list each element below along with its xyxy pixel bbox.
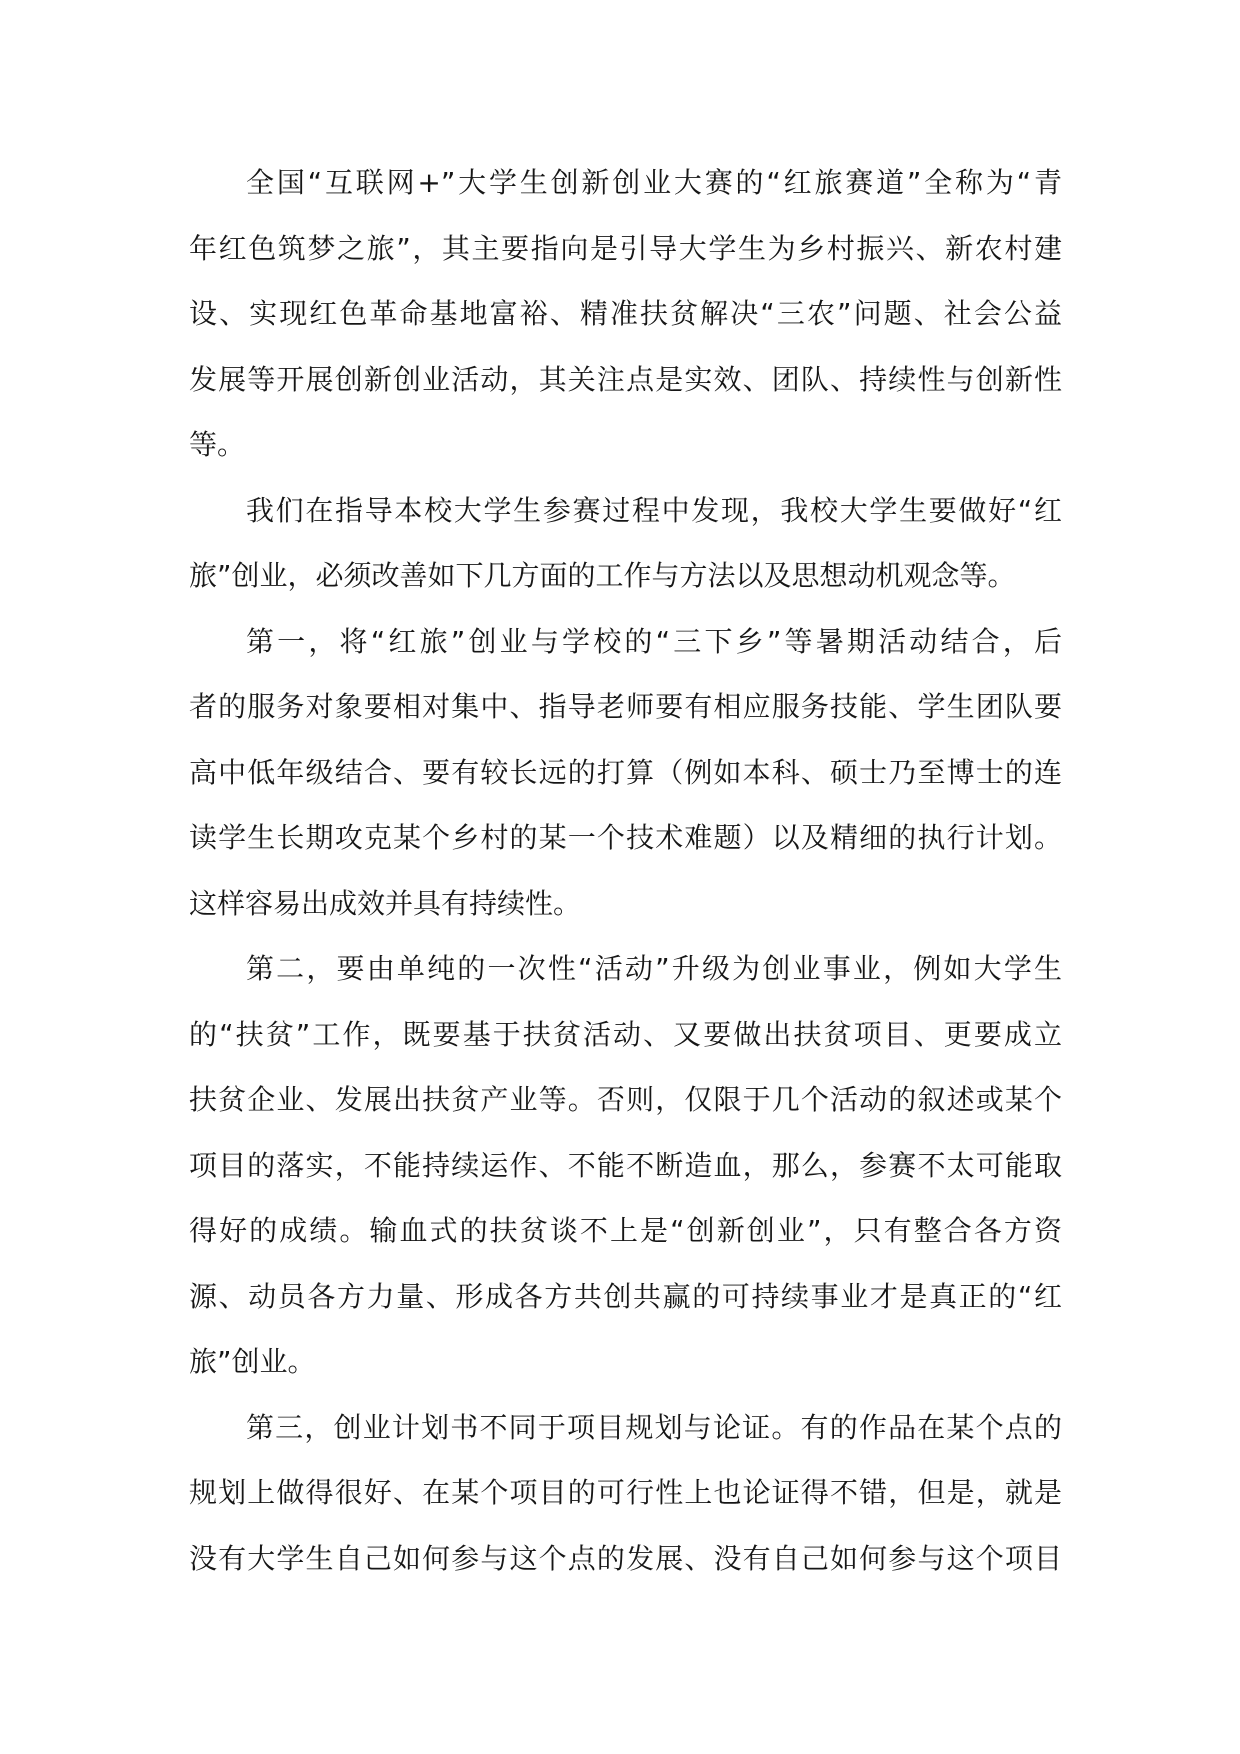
text-line: 旅”创业，必须改善如下几方面的工作与方法以及思想动机观念等。: [189, 559, 1016, 592]
text-line: 旅”创业。: [189, 1345, 316, 1378]
text-line: 第二，要由单纯的一次性“活动”升级为创业事业，例如大学生: [246, 952, 1062, 985]
text-line: 高中低年级结合、要有较长远的打算（例如本科、硕士乃至博士的连: [189, 755, 1062, 789]
paragraph-5: [189, 1395, 1062, 1592]
paragraph-3: [189, 609, 1062, 937]
text-line: 读学生长期攻克某个乡村的某一个技术难题）以及精细的执行计划。: [189, 821, 1062, 854]
text-line: 这样容易出成效并具有持续性。: [189, 886, 582, 920]
text-line: 全国“互联网+”大学生创新创业大赛的“红旅赛道”全称为“青: [246, 166, 1062, 199]
text-line: 者的服务对象要相对集中、指导老师要有相应服务技能、学生团队要: [189, 690, 1062, 723]
paragraph-1: [189, 150, 1062, 478]
text-line: 规划上做得很好、在某个项目的可行性上也论证得不错，但是，就是: [189, 1476, 1062, 1509]
paragraph-4: [189, 936, 1062, 1395]
text-line: 源、动员各方力量、形成各方共创共赢的可持续事业才是真正的“红: [189, 1279, 1062, 1313]
text-line: 没有大学生自己如何参与这个点的发展、没有自己如何参与这个项目: [189, 1541, 1062, 1575]
text-line: 发展等开展创新创业活动，其关注点是实效、团队、持续性与创新性: [189, 362, 1062, 396]
text-line: 项目的落实，不能持续运作、不能不断造血，那么，参赛不太可能取: [189, 1148, 1062, 1182]
paragraph-2: [189, 478, 1062, 609]
text-line: 年红色筑梦之旅”，其主要指向是引导大学生为乡村振兴、新农村建: [189, 231, 1062, 265]
text-line: 等。: [189, 428, 246, 461]
text-line: 扶贫企业、发展出扶贫产业等。否则，仅限于几个活动的叙述或某个: [189, 1083, 1062, 1116]
text-line: 第三，创业计划书不同于项目规划与论证。有的作品在某个点的: [246, 1410, 1062, 1444]
text-line: 设、实现红色革命基地富裕、精准扶贫解决“三农”问题、社会公益: [189, 297, 1062, 330]
text-line: 得好的成绩。输血式的扶贫谈不上是“创新创业”，只有整合各方资: [189, 1214, 1062, 1247]
text-line: 的“扶贫”工作，既要基于扶贫活动、又要做出扶贫项目、更要成立: [189, 1017, 1062, 1051]
text-line: 第一，将“红旅”创业与学校的“三下乡”等暑期活动结合，后: [246, 624, 1062, 658]
text-line: 我们在指导本校大学生参赛过程中发现，我校大学生要做好“红: [246, 493, 1062, 527]
body-text: [189, 150, 1062, 1591]
